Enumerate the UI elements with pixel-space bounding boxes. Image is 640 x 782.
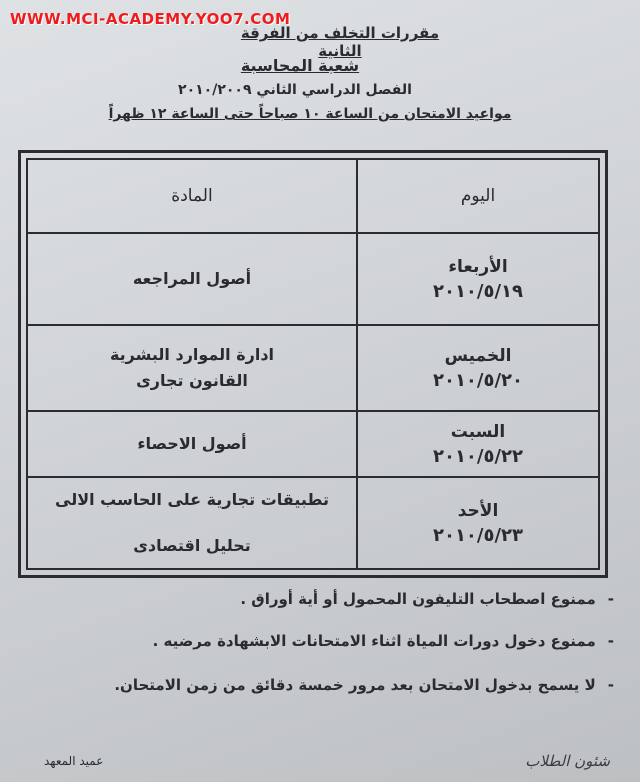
subject-name: ادارة الموارد البشرية <box>109 345 275 364</box>
day-cell <box>357 411 599 477</box>
rule-dash: - <box>607 676 614 694</box>
subject-cell <box>27 477 357 569</box>
table-row <box>27 411 599 477</box>
subject-name: القانون تجارى <box>136 371 248 390</box>
rule-item <box>14 632 614 650</box>
rule-text: ممنوع دخول دورات المياة اثناء الامتحانات الابشهادة مرضيه . <box>152 632 596 650</box>
watermark-url: WWW.MCI-ACADEMY.YOO7.COM <box>10 10 291 28</box>
table-row <box>27 325 599 411</box>
rule-text: ممنوع اصطحاب التليفون المحمول أو أية أوراق . <box>240 590 596 608</box>
day-name: الأربعاء <box>448 256 508 277</box>
table-row <box>27 477 599 569</box>
rule-text: لا يسمح بدخول الامتحان بعد مرور خمسة دقائق من زمن الامتحان. <box>114 676 596 694</box>
rule-item <box>14 590 614 608</box>
subject-name: أصول الاحصاء <box>137 434 247 453</box>
header-day: اليوم <box>357 159 599 233</box>
day-date: ٢٠١٠/٥/٢٢ <box>432 445 524 467</box>
day-name: الخميس <box>444 345 512 366</box>
subject-cell <box>27 325 357 411</box>
day-date: ٢٠١٠/٥/١٩ <box>432 280 524 302</box>
semester-title: الفصل الدراسي الثاني ٢٠١٠/٢٠٠٩ <box>178 82 412 98</box>
header-subject: المادة <box>27 159 357 233</box>
student-affairs-signature: شئون الطلاب <box>525 752 610 770</box>
exam-time-note: مواعيد الامتحان من الساعة ١٠ صباحاً حتى الساعة ١٢ ظهراً <box>108 106 512 122</box>
rule-dash: - <box>607 632 614 650</box>
dean-signature: عميد المعهد <box>44 754 104 768</box>
day-cell <box>357 233 599 325</box>
day-name: السبت <box>450 421 506 442</box>
rule-dash: - <box>607 590 614 608</box>
department-title: شعبة المحاسبة <box>240 56 360 75</box>
notice-title: مقررات التخلف من الفرقة الثانية <box>240 24 440 60</box>
day-date: ٢٠١٠/٥/٢٣ <box>432 524 524 546</box>
subject-cell <box>27 233 357 325</box>
day-cell <box>357 325 599 411</box>
day-name: الأحد <box>457 500 499 521</box>
day-date: ٢٠١٠/٥/٢٠ <box>432 369 524 391</box>
subject-name: تحليل اقتصادى <box>133 536 251 555</box>
table-header-row <box>27 159 599 233</box>
day-cell <box>357 477 599 569</box>
table-row <box>27 233 599 325</box>
subject-name: تطبيقات تجارية على الحاسب الالى <box>55 490 329 509</box>
subject-cell <box>27 411 357 477</box>
subject-name: أصول المراجعه <box>132 269 252 288</box>
exam-schedule-table <box>26 158 600 570</box>
rule-item <box>14 676 614 694</box>
